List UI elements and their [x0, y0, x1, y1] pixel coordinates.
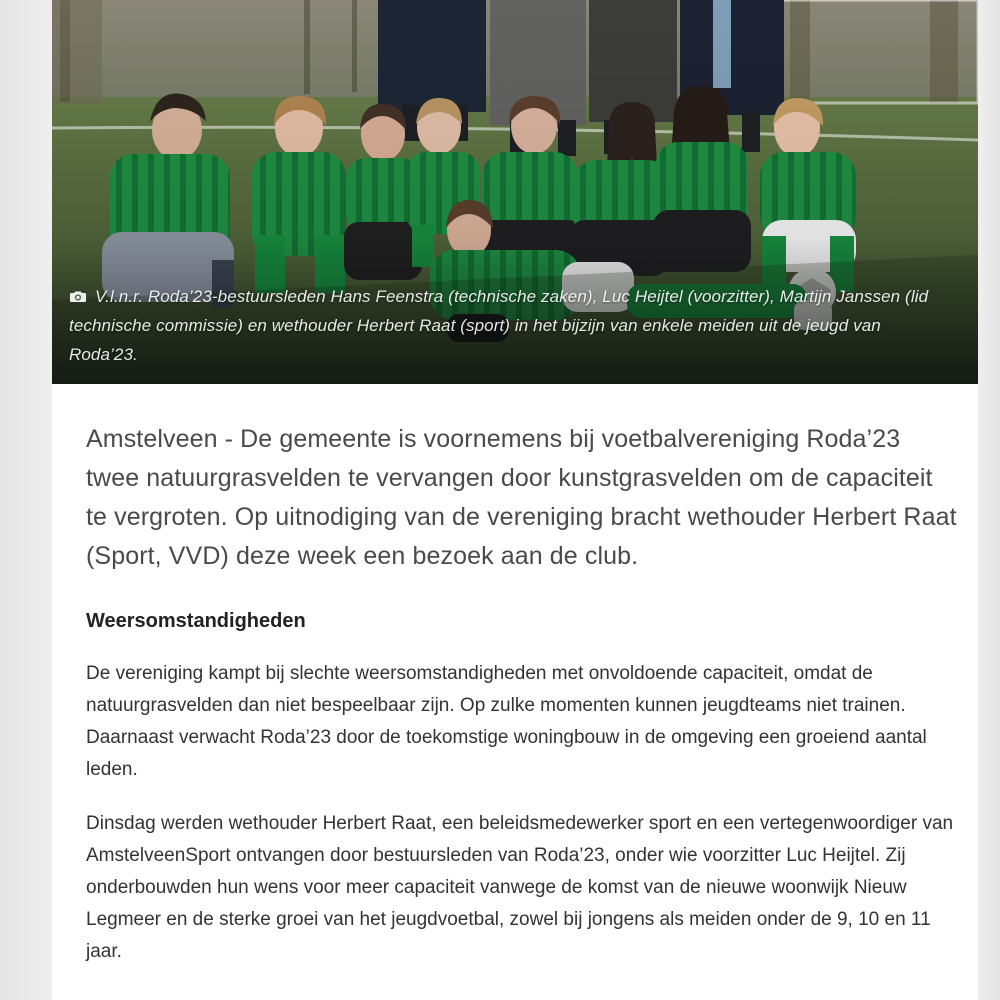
article-body	[86, 420, 960, 968]
article-card	[52, 0, 978, 1000]
camera-icon	[69, 290, 87, 303]
section-heading: Weersomstandigheden	[86, 610, 306, 632]
caption-text: V.l.n.r. Roda’23-bestuursleden Hans Feenstra (technische zaken), Luc Heijtel (voorzitter), Martijn Janssen (lid technische commissie) en wethouder Herbert Raat (sport) in het bijzijn van enkele meiden uit de jeugd van Roda’23.	[69, 287, 929, 364]
photo-caption	[69, 282, 954, 369]
body-paragraph-1: De vereniging kampt bij slechte weersomstandigheden met onvoldoende capaciteit, omdat de natuurgrasvelden dan niet bespeelbaar zijn. Op zulke momenten kunnen jeugdteams niet trainen. Daarnaast verwacht Roda’23 door de toekomstige woningbouw in de omgeving een groeiend aantal leden.	[86, 663, 927, 780]
article-lead: Amstelveen - De gemeente is voornemens bij voetbalvereniging Roda’23 twee natuurgrasvelden te vervangen door kunstgrasvelden om de capaciteit te vergroten. Op uitnodiging van de vereniging bracht wethouder Herbert Raat (Sport, VVD) deze week een bezoek aan de club.	[86, 425, 957, 570]
body-paragraph-2: Dinsdag werden wethouder Herbert Raat, een beleidsmedewerker sport en een vertegenwoordiger van AmstelveenSport ontvangen door bestuursleden van Roda’23, onder wie voorzitter Luc Heijtel. Zij onderbouwden hun wens voor meer capaciteit vanwege de komst van de nieuwe woonwijk Nieuw Legmeer en de sterke groei van het jeugdvoetbal, zowel bij jongens als meiden onder de 9, 10 en 11 jaar.	[86, 813, 954, 962]
hero-figure	[52, 0, 978, 384]
